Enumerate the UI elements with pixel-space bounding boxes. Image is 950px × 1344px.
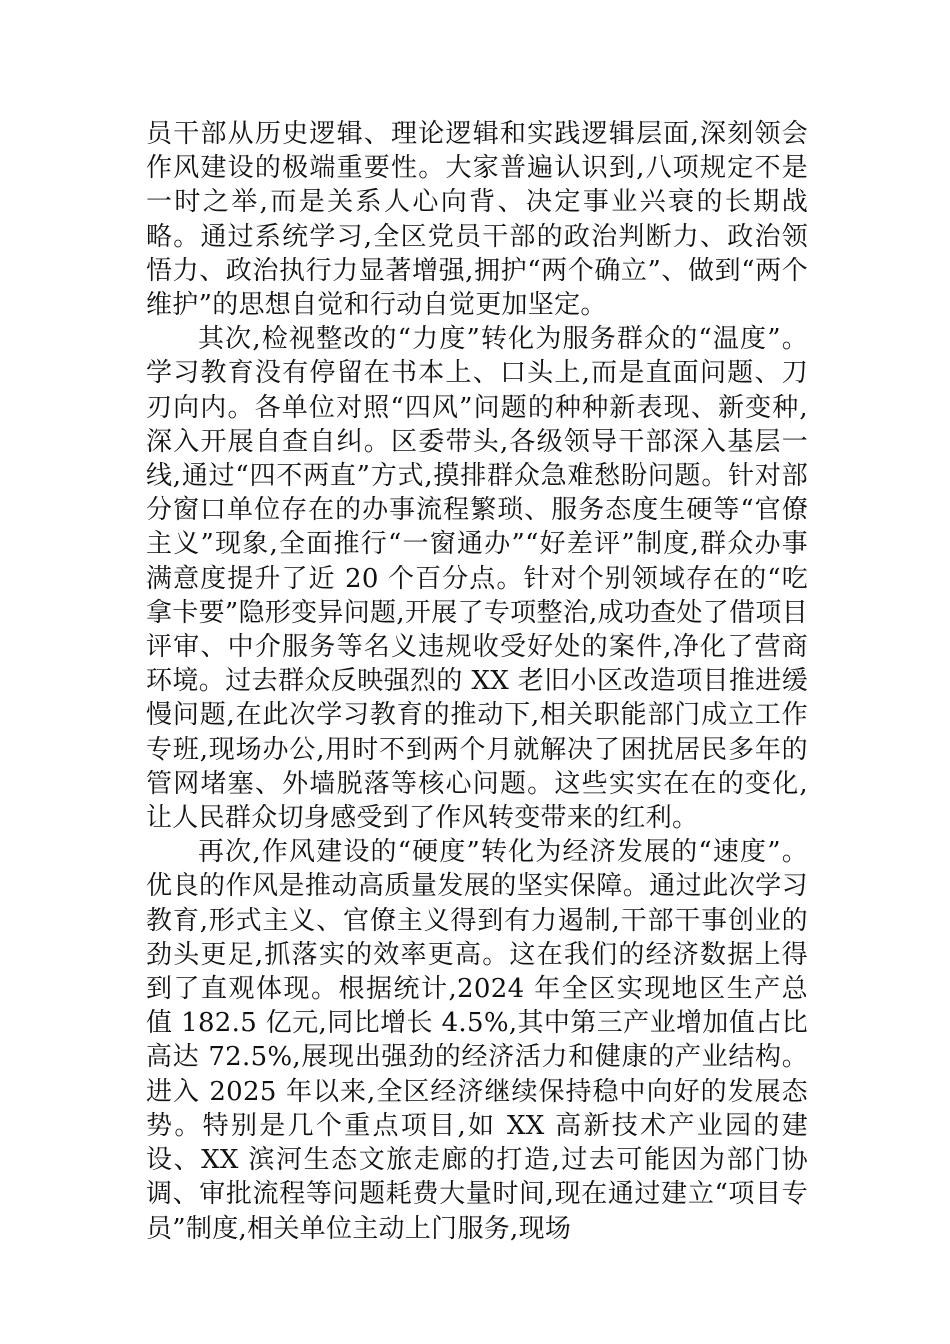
document-body: [146, 117, 808, 1246]
paragraph-economic-speed: 再次,作风建设的“硬度”转化为经济发展的“速度”。优良的作风是推动高质量发展的坚实保障。通过此次学习教育,形式主义、官僚主义得到有力遏制,干部干事创业的劲头更足,抓落实的效率更高。这在我们的经济数据上得到了直观体现。根据统计,2024 年全区实现地区生产总值 182.5 亿元,同比增长 4.5%,其中第三产业增加值占比高达 72.5%,展现出强劲的经济活力和健康的产业结构。进入 2025 年以来,全区经济继续保持稳中向好的发展态势。特别是几个重点项目,如 XX 高新技术产业园的建设、XX 滨河生态文旅走廊的打造,过去可能因为部门协调、审批流程等问题耗费大量时间,现在通过建立“项目专员”制度,相关单位主动上门服务,现场: [146, 837, 808, 1244]
paragraph-continued: 员干部从历史逻辑、理论逻辑和实践逻辑层面,深刻领会作风建设的极端重要性。大家普遍认识到,八项规定不是一时之举,而是关系人心向背、决定事业兴衰的长期战略。通过系统学习,全区党员干部的政治判断力、政治领悟力、政治执行力显著增强,拥护“两个确立”、做到“两个维护”的思想自觉和行动自觉更加坚定。: [146, 119, 808, 321]
paragraph-service-temperature: 其次,检视整改的“力度”转化为服务群众的“温度”。学习教育没有停留在书本上、口头上,而是直面问题、刀刃向内。各单位对照“四风”问题的种种新表现、新变种,深入开展自查自纠。区委带头,各级领导干部深入基层一线,通过“四不两直”方式,摸排群众急难愁盼问题。针对部分窗口单位存在的办事流程繁琐、服务态度生硬等“官僚主义”现象,全面推行“一窗通办”“好差评”制度,群众办事满意度提升了近 20 个百分点。针对个别领域存在的“吃拿卡要”隐形变异问题,开展了专项整治,成功查处了借项目评审、中介服务等名义违规收受好处的案件,净化了营商环境。过去群众反映强烈的 XX 老旧小区改造项目推进缓慢问题,在此次学习教育的推动下,相关职能部门成立工作专班,现场办公,用时不到两个月就解决了困扰居民多年的管网堵塞、外墙脱落等核心问题。这些实实在在的变化,让人民群众切身感受到了作风转变带来的红利。: [146, 324, 808, 834]
